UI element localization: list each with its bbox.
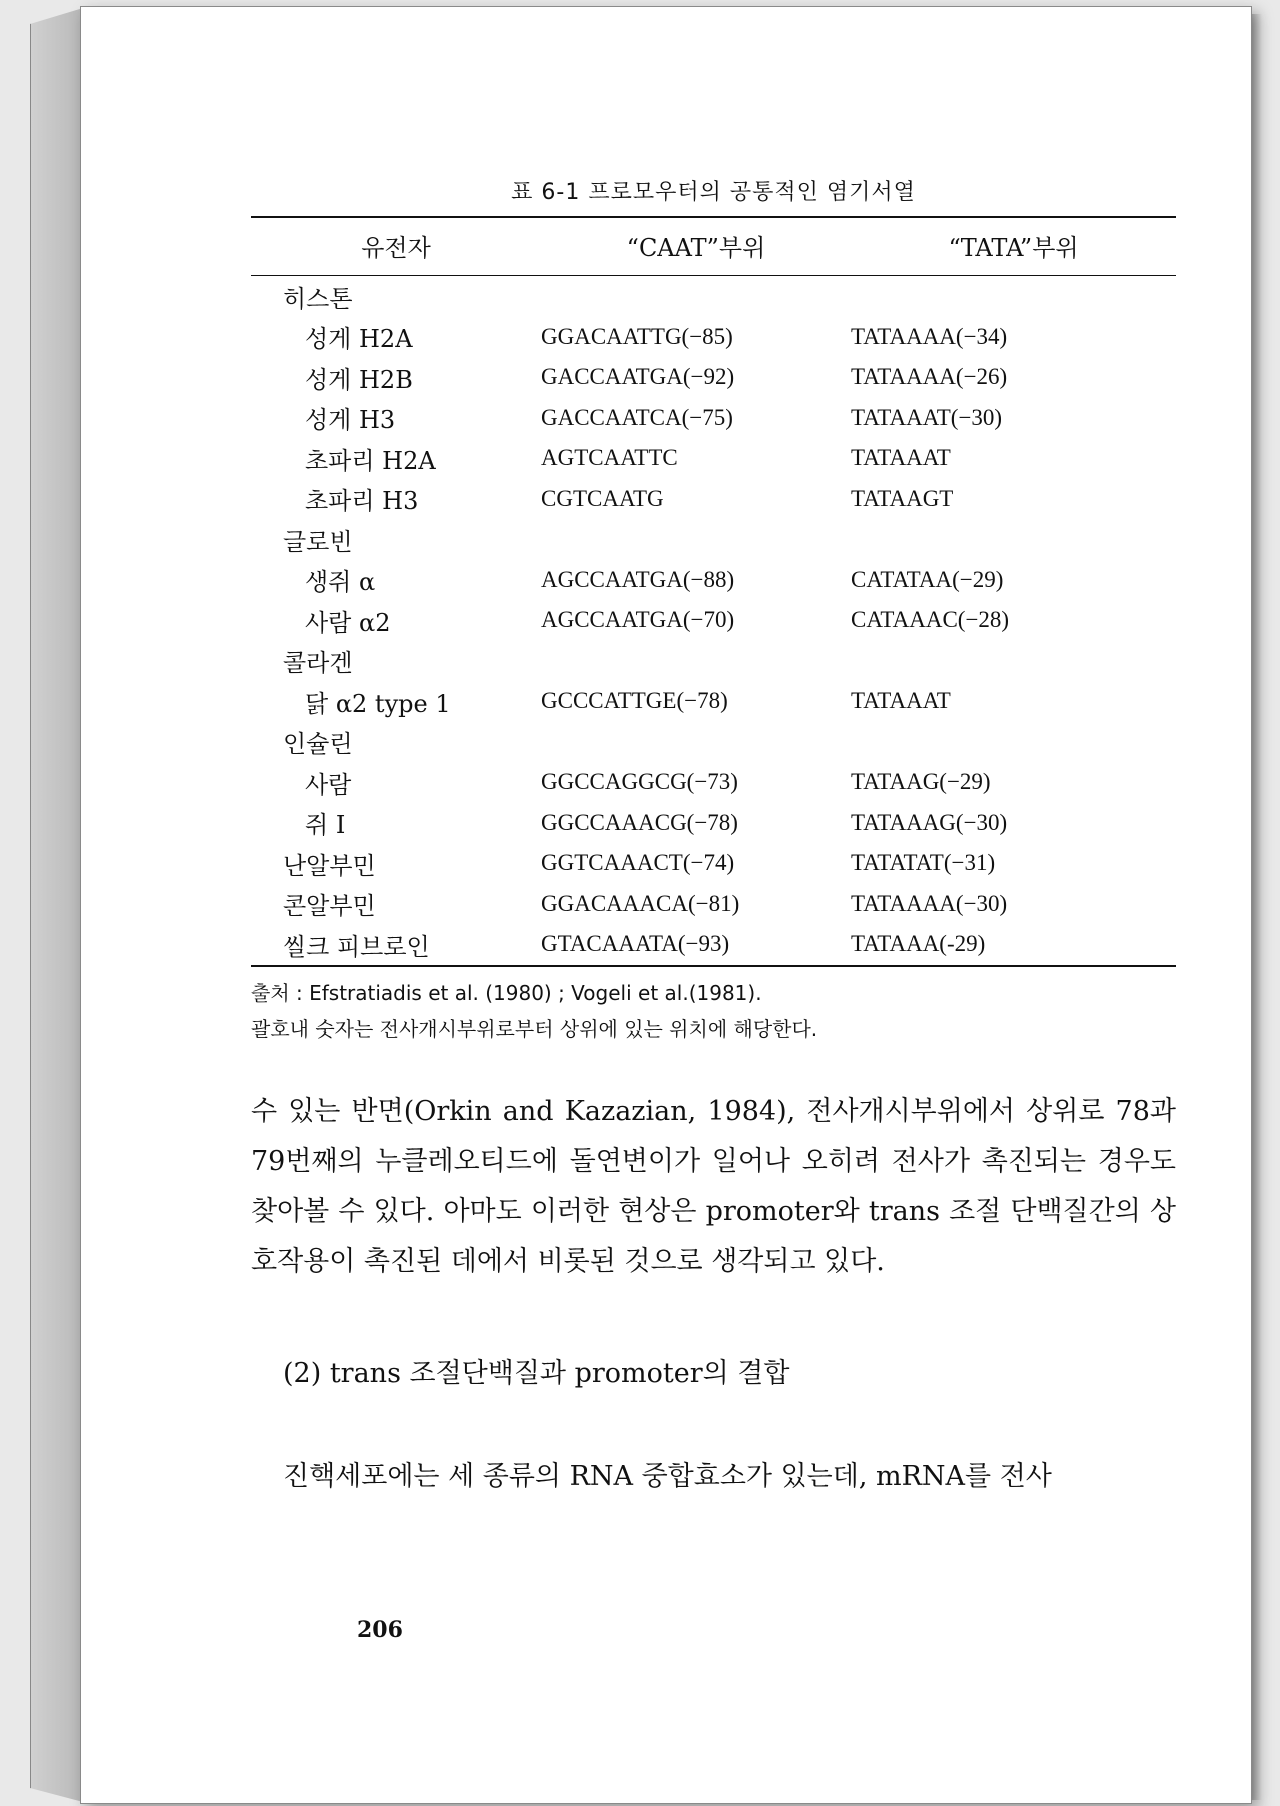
table-header-row xyxy=(251,218,1176,276)
table-row xyxy=(251,681,1176,722)
gene-cell: 쥐 I xyxy=(305,811,346,840)
tata-cell: CATAAAC(−28) xyxy=(851,607,1010,633)
section-subheading: (2) trans 조절단백질과 promoter의 결합 xyxy=(283,1357,790,1389)
tata-cell: TATAAAA(−30) xyxy=(851,890,1008,916)
table-row xyxy=(251,276,1176,317)
caat-cell: GGCCAAACG(−78) xyxy=(541,809,738,835)
tata-cell: TATAAA(-29) xyxy=(851,931,986,957)
table-row xyxy=(251,317,1176,358)
gene-cell: 생쥐 α xyxy=(305,568,376,597)
book-edge xyxy=(30,8,83,1802)
caat-cell: GACCAATCA(−75) xyxy=(541,404,733,430)
gene-cell: 사람 α2 xyxy=(305,608,391,637)
table-row xyxy=(251,519,1176,560)
gene-cell: 히스톤 xyxy=(283,284,353,313)
caat-cell: GGACAATTG(−85) xyxy=(541,323,733,349)
caat-cell: AGCCAATGA(−70) xyxy=(541,607,735,633)
table-row xyxy=(251,803,1176,844)
caat-cell xyxy=(541,276,851,317)
table-row xyxy=(251,884,1176,925)
table-row xyxy=(251,641,1176,682)
gene-cell: 씰크 피브로인 xyxy=(283,932,430,961)
header-gene: 유전자 xyxy=(361,234,431,262)
table-row xyxy=(251,438,1176,479)
tata-cell xyxy=(851,722,1176,763)
caat-cell: CGTCAATG xyxy=(541,485,664,511)
gene-cell: 성게 H2B xyxy=(305,365,413,394)
caat-cell: GACCAATGA(−92) xyxy=(541,364,735,390)
table-notes xyxy=(251,975,1176,1047)
gene-cell: 콜라겐 xyxy=(283,649,353,678)
source-note: 출처 : Efstratiadis et al. (1980) ; Vogeli et al.(1981). xyxy=(251,980,762,1005)
tata-cell xyxy=(851,641,1176,682)
tata-cell: TATAAAT(−30) xyxy=(851,404,1003,430)
tata-cell: TATATAT(−31) xyxy=(851,850,996,876)
tata-cell: TATAAAA(−26) xyxy=(851,364,1008,390)
position-note: 괄호내 숫자는 전사개시부위로부터 상위에 있는 위치에 해당한다. xyxy=(251,1016,818,1041)
tata-cell: TATAAG(−29) xyxy=(851,769,991,795)
caat-cell xyxy=(541,519,851,560)
caat-cell xyxy=(541,722,851,763)
header-tata: “TATA”부위 xyxy=(948,234,1079,262)
caat-cell: GGCCAGGCG(−73) xyxy=(541,769,738,795)
caat-cell: GGACAAACA(−81) xyxy=(541,890,740,916)
table-row xyxy=(251,560,1176,601)
page-number: 206 xyxy=(357,1617,403,1643)
body-paragraph-2: 진핵세포에는 세 종류의 RNA 중합효소가 있는데, mRNA를 전사 xyxy=(283,1460,1052,1492)
table-row xyxy=(251,762,1176,803)
caat-cell: AGTCAATTC xyxy=(541,445,678,471)
book-page xyxy=(80,6,1252,1804)
gene-cell: 닭 α2 type 1 xyxy=(305,689,451,718)
table-row xyxy=(251,357,1176,398)
caat-cell xyxy=(541,641,851,682)
tata-cell: CATATAA(−29) xyxy=(851,566,1004,592)
gene-cell: 인슐린 xyxy=(283,730,353,759)
table-row xyxy=(251,722,1176,763)
gene-cell: 초파리 H3 xyxy=(305,487,419,516)
tata-cell: TATAAAT xyxy=(851,445,951,471)
table-row xyxy=(251,398,1176,439)
tata-cell: TATAAGT xyxy=(851,485,954,511)
tata-cell: TATAAAT xyxy=(851,688,951,714)
table-row xyxy=(251,924,1176,965)
gene-cell: 사람 xyxy=(305,770,352,799)
caat-cell: AGCCAATGA(−88) xyxy=(541,566,735,592)
header-caat: “CAAT”부위 xyxy=(626,234,766,262)
tata-cell: TATAAAA(−34) xyxy=(851,323,1008,349)
tata-cell: TATAAAG(−30) xyxy=(851,809,1008,835)
table-caption: 표 6-1 프로모우터의 공통적인 염기서열 xyxy=(511,180,916,205)
table-body xyxy=(251,276,1176,965)
table-row xyxy=(251,479,1176,520)
table-bottom-rule xyxy=(251,965,1176,967)
gene-cell: 초파리 H2A xyxy=(305,446,436,475)
body-paragraph-1: 수 있는 반면(Orkin and Kazazian, 1984), 전사개시부위에서 상위로 78과 79번째의 누클레오티드에 돌연변이가 일어나 오히려 전사가 촉진되는 경우도 찾아볼 수 있다. 아마도 이러한 현상은 promoter와 trans 조절 단백질간의 상호작용이 촉진된 데에서 비롯된 것으로 생각되고 있다. xyxy=(251,1095,1176,1277)
caat-cell: GGTCAAACT(−74) xyxy=(541,850,735,876)
gene-cell: 글로빈 xyxy=(283,527,353,556)
table-row xyxy=(251,600,1176,641)
promoter-sequence-table xyxy=(251,218,1176,965)
tata-cell xyxy=(851,276,1176,317)
caat-cell: GTACAAATA(−93) xyxy=(541,931,730,957)
gene-cell: 난알부민 xyxy=(283,851,376,880)
gene-cell: 성게 H3 xyxy=(305,406,396,435)
tata-cell xyxy=(851,519,1176,560)
table-row xyxy=(251,843,1176,884)
page-content xyxy=(251,175,1176,1502)
caat-cell: GCCCATTGE(−78) xyxy=(541,688,728,714)
gene-cell: 성게 H2A xyxy=(305,325,413,354)
gene-cell: 콘알부민 xyxy=(283,892,376,921)
